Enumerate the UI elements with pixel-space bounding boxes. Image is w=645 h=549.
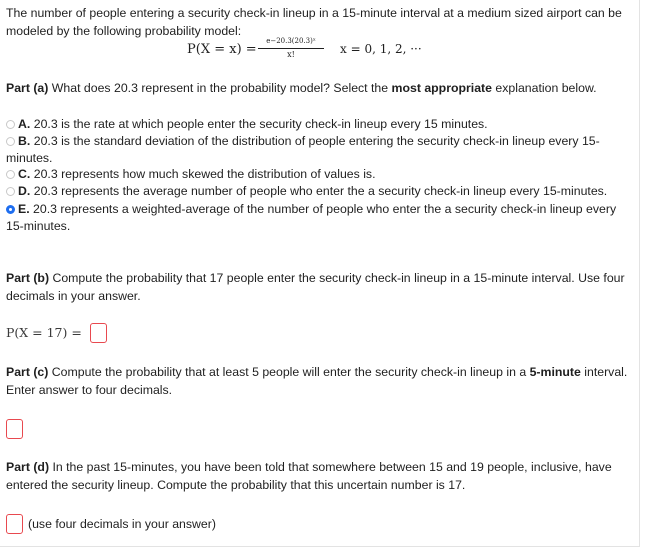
- part-a-text-after: explanation below.: [491, 81, 597, 95]
- intro-text: The number of people entering a security check-in lineup in a 15-minute interval at a medium sized airport can be modeled by the following probability model:: [6, 6, 622, 38]
- part-c-emphasis: 5-minute: [529, 365, 581, 379]
- option-d-text: 20.3 represents the average number of people who enter the a security check-in lineup every 15-minutes.: [30, 184, 608, 198]
- option-a[interactable]: [6, 116, 629, 133]
- formula-fraction: [256, 37, 326, 59]
- part-b-answer-input[interactable]: [90, 323, 107, 343]
- option-b-letter: B.: [18, 134, 31, 148]
- radio-e-selected[interactable]: [6, 205, 15, 214]
- option-b[interactable]: [6, 133, 629, 167]
- option-a-letter: A.: [18, 117, 31, 131]
- option-e-letter: E.: [18, 202, 30, 216]
- option-b-text: 20.3 is the standard deviation of the distribution of people entering the security check-in lineup every 15-minutes.: [6, 134, 600, 165]
- part-c-question: [6, 363, 629, 399]
- option-c-letter: C.: [18, 167, 31, 181]
- formula-numerator: e−20.3(20.3)ˣ: [266, 37, 316, 45]
- part-c-text-before: Compute the probability that at least 5 people will enter the security check-in lineup in a: [48, 365, 530, 379]
- option-e[interactable]: [6, 201, 629, 235]
- part-d-question: [6, 458, 629, 494]
- radio-a[interactable]: [6, 120, 15, 129]
- formula-domain: x = 0, 1, 2, ···: [340, 42, 422, 56]
- part-c-answer-row: [6, 419, 23, 442]
- probability-formula: [0, 37, 640, 67]
- option-e-text: 20.3 represents a weighted-average of the number of people who enter the a security check-in lineup every 15-minutes.: [6, 202, 617, 233]
- part-d-label: Part (d): [6, 460, 50, 474]
- part-b-label: Part (b): [6, 271, 50, 285]
- option-c[interactable]: [6, 166, 629, 183]
- part-d-answer-input[interactable]: [6, 514, 23, 534]
- part-a-emphasis: most appropriate: [391, 81, 492, 95]
- option-c-text: 20.3 represents how much skewed the distribution of values is.: [30, 167, 376, 181]
- part-c-text-after: interval. Enter answer to four decimals.: [6, 365, 628, 397]
- part-c-label: Part (c): [6, 365, 49, 379]
- part-d-hint: (use four decimals in your answer): [28, 517, 216, 531]
- part-b-answer-label: P(X = 17) =: [6, 325, 82, 340]
- option-d-letter: D.: [18, 184, 31, 198]
- radio-b[interactable]: [6, 137, 15, 146]
- option-d[interactable]: [6, 183, 629, 200]
- radio-d[interactable]: [6, 187, 15, 196]
- fraction-bar: [258, 48, 324, 49]
- part-c-answer-input[interactable]: [6, 419, 23, 439]
- radio-c[interactable]: [6, 170, 15, 179]
- part-a-label: Part (a): [6, 81, 49, 95]
- formula-lhs: P(X = x) =: [187, 42, 257, 57]
- part-a-text-before: What does 20.3 represent in the probability model? Select the: [48, 81, 392, 95]
- option-a-text: 20.3 is the rate at which people enter the security check-in lineup every 15 minutes.: [30, 117, 488, 131]
- formula-denominator: x!: [287, 50, 295, 59]
- part-a-question: [6, 79, 629, 97]
- part-d-text: In the past 15-minutes, you have been told that somewhere between 15 and 19 people, inclusive, have entered the security lineup. Compute the probability that this uncertain number is 17.: [6, 460, 612, 492]
- part-b-text: Compute the probability that 17 people enter the security check-in lineup in a 15-minute interval. Use four decimals in your answer.: [6, 271, 625, 303]
- part-b-question: [6, 269, 629, 305]
